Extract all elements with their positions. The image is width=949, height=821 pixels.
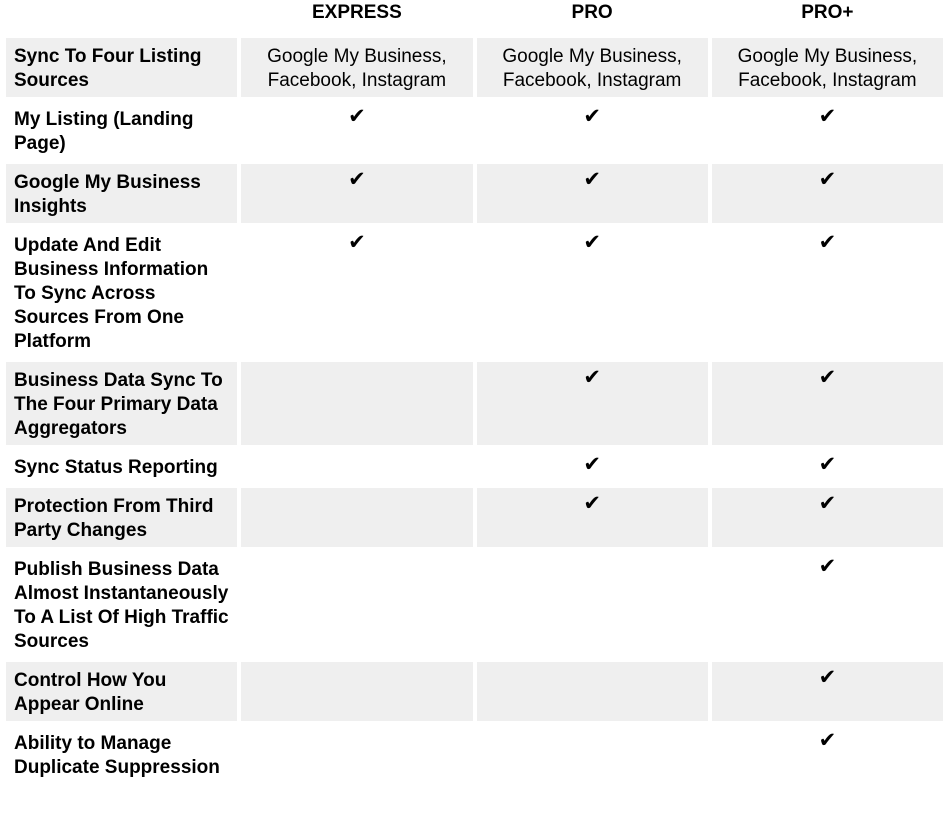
express-check-icon <box>241 362 472 445</box>
plan-header-pro: PRO <box>571 2 613 23</box>
feature-label: My Listing (Landing Page) <box>6 101 237 160</box>
express-check-icon <box>241 488 472 547</box>
pro-plus-check-icon: ✔ <box>712 488 943 547</box>
header-row <box>6 4 943 34</box>
table-row <box>6 38 943 97</box>
pro-check-icon: ✔ <box>477 362 708 445</box>
express-check-icon <box>241 551 472 658</box>
express-check-icon <box>241 662 472 721</box>
express-check-icon: ✔ <box>241 227 472 358</box>
pro-plus-check-icon: ✔ <box>712 227 943 358</box>
feature-label: Publish Business Data Almost Instantaneously To A List Of High Traffic Sources <box>6 551 237 658</box>
feature-label: Protection From Third Party Changes <box>6 488 237 547</box>
feature-label: Ability to Manage Duplicate Suppression <box>6 725 237 784</box>
table-row <box>6 725 943 784</box>
pro-plus-check-icon: ✔ <box>712 449 943 484</box>
pro-check-icon <box>477 551 708 658</box>
pro-plus-check-icon: ✔ <box>712 662 943 721</box>
feature-label: Sync Status Reporting <box>6 449 237 484</box>
pro-check-icon: ✔ <box>477 227 708 358</box>
feature-column-header <box>6 4 237 34</box>
pro-check-icon <box>477 725 708 784</box>
table-row <box>6 551 943 658</box>
express-check-icon <box>241 449 472 484</box>
plan-comparison-table <box>2 0 947 788</box>
express-value: Google My Business, Facebook, Instagram <box>241 38 472 97</box>
pro-check-icon: ✔ <box>477 449 708 484</box>
pro-check-icon: ✔ <box>477 164 708 223</box>
feature-label: Sync To Four Listing Sources <box>6 38 237 97</box>
pro-plus-check-icon: ✔ <box>712 551 943 658</box>
pro-plus-check-icon: ✔ <box>712 362 943 445</box>
table-row <box>6 488 943 547</box>
plan-header-pro-plus: PRO+ <box>801 2 854 23</box>
table-row <box>6 101 943 160</box>
pro-plus-check-icon: ✔ <box>712 164 943 223</box>
plan-header-express: EXPRESS <box>311 2 402 23</box>
express-check-icon: ✔ <box>241 164 472 223</box>
pro-plus-check-icon: ✔ <box>712 101 943 160</box>
feature-label: Control How You Appear Online <box>6 662 237 721</box>
table-row <box>6 449 943 484</box>
pro-value: Google My Business, Facebook, Instagram <box>477 38 708 97</box>
pro-check-icon: ✔ <box>477 101 708 160</box>
table-row <box>6 164 943 223</box>
pro-check-icon: ✔ <box>477 488 708 547</box>
table-row <box>6 662 943 721</box>
feature-label: Business Data Sync To The Four Primary Data Aggregators <box>6 362 237 445</box>
table-row <box>6 227 943 358</box>
feature-label: Update And Edit Business Information To Sync Across Sources From One Platform <box>6 227 237 358</box>
pro-check-icon <box>477 662 708 721</box>
express-check-icon <box>241 725 472 784</box>
pro-plus-check-icon: ✔ <box>712 725 943 784</box>
express-check-icon: ✔ <box>241 101 472 160</box>
pro-plus-value: Google My Business, Facebook, Instagram <box>712 38 943 97</box>
feature-label: Google My Business Insights <box>6 164 237 223</box>
table-row <box>6 362 943 445</box>
